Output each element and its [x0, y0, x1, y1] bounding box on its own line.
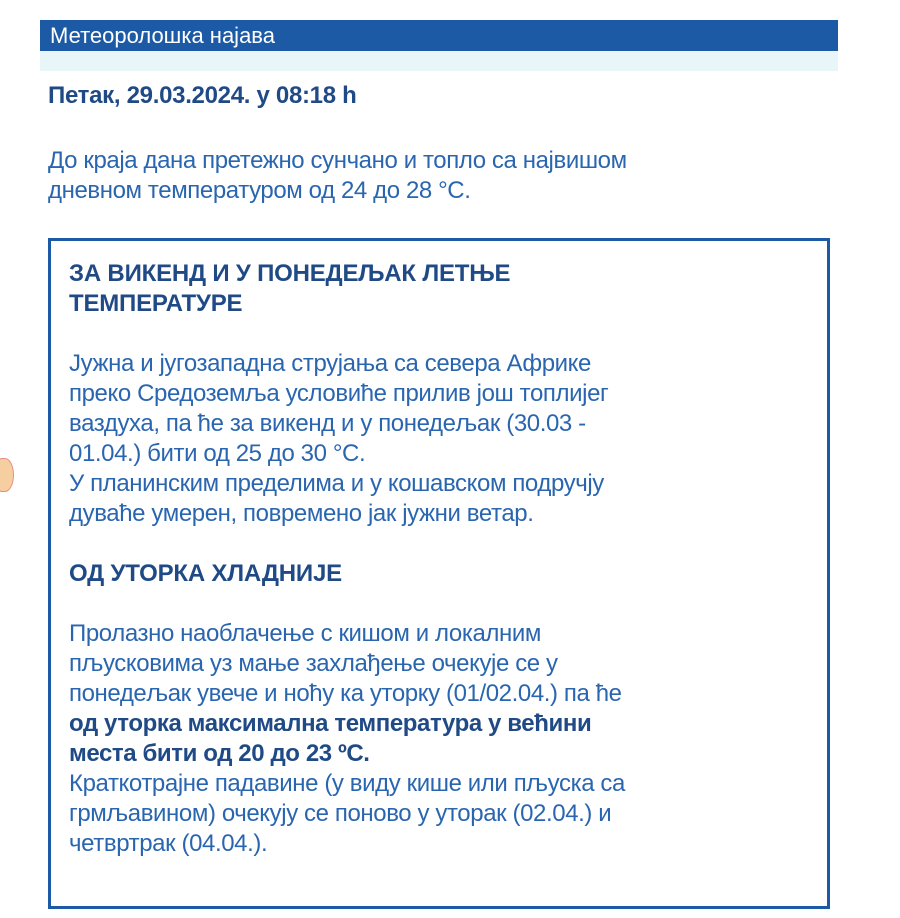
- text-line: У планинским пределима и у кошавском подручју: [69, 470, 604, 497]
- text-line: 01.04.) бити од 25 до 30 °C.: [69, 440, 366, 467]
- text-line: ваздуха, па ће за викенд и у понедељак (30.03 -: [69, 410, 586, 437]
- heading-weekend: [69, 259, 827, 319]
- forecast-date: Петак, 29.03.2024. у 08:18 h: [48, 82, 357, 109]
- text-line: грмљавином) очекују се поново у уторак (02.04.) и: [69, 800, 612, 827]
- text-line: Пролазно наоблачење с кишом и локалним: [69, 620, 541, 647]
- text-line: ЗА ВИКЕНД И У ПОНЕДЕЉАК ЛЕТЊЕ: [69, 260, 511, 287]
- text-line: До краја дана претежно сунчано и топло са највишом: [48, 147, 627, 174]
- paragraph-tuesday: [69, 619, 827, 859]
- text-line: четвртрак (04.04.).: [69, 830, 268, 857]
- forecast-box: [48, 238, 830, 909]
- text-line: понедељак увече и ноћу ка уторку (01/02.04.) па ће: [69, 680, 622, 707]
- text-line: ТЕМПЕРАТУРЕ: [69, 290, 243, 317]
- intro-text: [48, 146, 627, 206]
- section-title: Метеоролошка најава: [50, 23, 275, 48]
- header-band: [40, 51, 838, 71]
- text-line-bold: од уторка максимална температура у већини: [69, 710, 592, 737]
- section-header: [40, 20, 838, 51]
- text-line: Краткотрајне падавине (у виду кише или пљуска са: [69, 770, 625, 797]
- map-fragment: [0, 458, 14, 492]
- text-line-bold: места бити од 20 до 23 ºC.: [69, 740, 370, 767]
- paragraph-weekend: [69, 349, 827, 529]
- text-line: преко Средоземља условиће прилив још топлијег: [69, 380, 609, 407]
- heading-tuesday: ОД УТОРКА ХЛАДНИЈЕ: [69, 560, 342, 587]
- text-line: дуваће умерен, повремено јак јужни ветар.: [69, 500, 534, 527]
- text-line: Јужна и југозападна струјања са севера Африке: [69, 350, 591, 377]
- text-line: дневном температуром од 24 до 28 °C.: [48, 177, 471, 204]
- text-line: пљусковима уз мање захлађење очекује се у: [69, 650, 558, 677]
